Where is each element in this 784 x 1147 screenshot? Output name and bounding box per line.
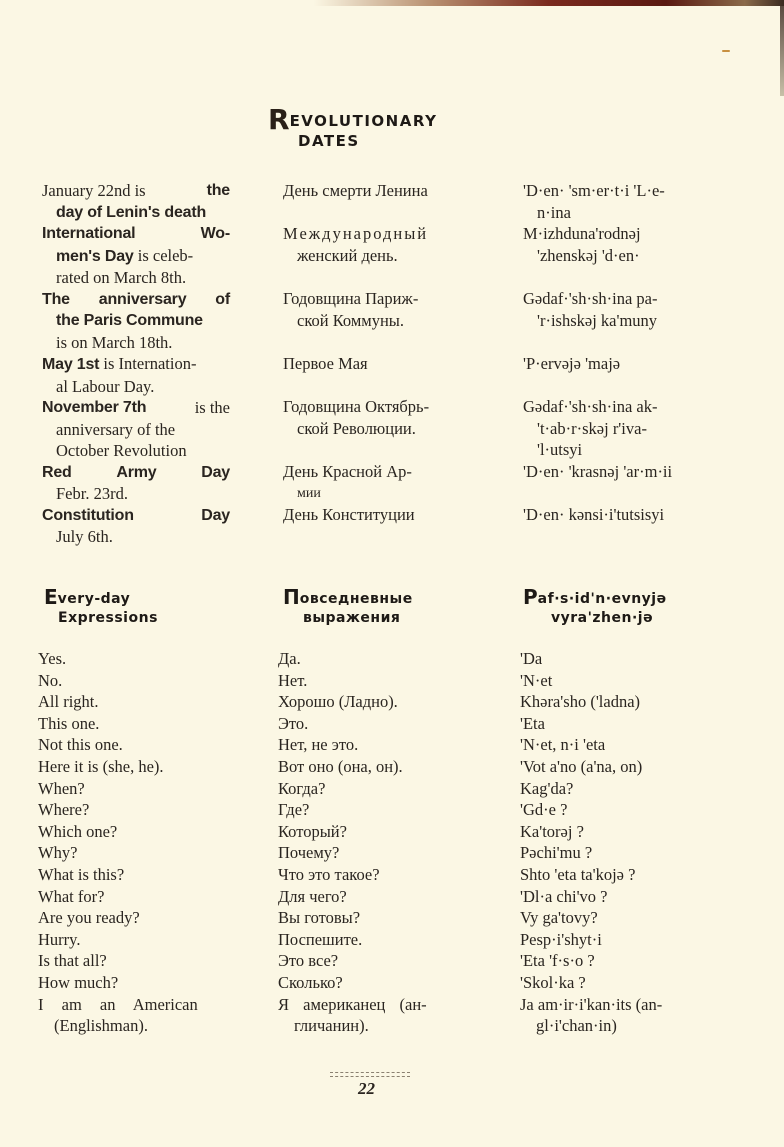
phrase-tr: Pesp·i'shyt·i — [520, 929, 602, 949]
header-everyday-expressions — [44, 585, 158, 628]
phrase-en: Are you ready? — [38, 908, 140, 928]
phrase-en: No. — [38, 670, 63, 690]
page-top-edge — [0, 0, 784, 6]
phrase-ru: Хорошо (Ладно). — [278, 692, 398, 712]
ru-line: ской Революции. — [297, 418, 416, 438]
entry-cont: October Revolution — [56, 441, 187, 460]
phrase-en: How much? — [38, 972, 119, 992]
entry-text: is Internation- — [99, 354, 197, 373]
phrases-transliteration-column — [520, 648, 662, 1037]
phrase-tr: 'N·et — [520, 670, 553, 690]
phrase-ru: Который? — [278, 821, 347, 841]
phrase-tr: 'Skol·ka ? — [520, 972, 586, 992]
entry-cont: is on March 18th. — [56, 332, 173, 352]
phrase-tr: Ka'torəj ? — [520, 821, 584, 841]
phrase-ru: Вы готовы? — [278, 908, 361, 928]
phrase-en: All right. — [38, 692, 99, 712]
entry-cont: rated on March 8th. — [56, 268, 187, 287]
phrase-ru: Сколько? — [278, 972, 343, 992]
phrase-ru: гличанин). — [294, 1016, 369, 1036]
tr-line: 'D·en· 'sm·er·t·i 'L·e- — [523, 181, 665, 200]
phrase-en: When? — [38, 778, 85, 798]
phrase-en: What is this? — [38, 864, 125, 884]
phrase-tr: Vy ga'tovy? — [520, 908, 598, 928]
header-line1: very-day — [57, 591, 131, 607]
phrases-english-column — [38, 648, 198, 1037]
phrase-ru: Для чего? — [278, 886, 347, 906]
header-russian-expressions — [283, 585, 413, 628]
tr-line: n·ina — [537, 202, 571, 222]
title-initial: R — [268, 103, 290, 136]
entry-bold: May 1st — [42, 356, 100, 373]
tr-line: 'P·ervəjə 'majə — [523, 354, 621, 373]
ru-date-entry — [283, 504, 471, 526]
tr-date-entry — [523, 353, 713, 396]
tr-date-entry — [523, 396, 713, 461]
tr-line: Gədaf·'sh·sh·ina ak- — [523, 397, 658, 416]
entry-cont: day of Lenin's death — [56, 203, 207, 221]
date-entry-constitution-day: Constitution Day July 6th. — [42, 506, 230, 546]
date-entry-red-army-day: Red Army Day Febr. 23rd. — [42, 463, 230, 503]
phrase-en: Yes. — [38, 649, 67, 668]
date-entry-may-day — [42, 353, 230, 397]
header-initial: E — [44, 585, 58, 609]
entry-bold: men's Day — [56, 247, 134, 265]
header-line2: vyra'zhen·jə — [551, 610, 654, 626]
dates-english-column — [42, 180, 230, 548]
entry-cont: al Labour Day. — [56, 376, 155, 396]
phrase-ru: Да. — [278, 649, 301, 668]
phrase-tr: Khəra'sho ('ladna) — [520, 692, 641, 712]
header-transliteration-expressions — [523, 585, 667, 628]
phrase-tr: 'Da — [520, 649, 543, 668]
section-title-revolutionary-dates — [268, 103, 438, 151]
ru-date-entry — [283, 180, 471, 223]
phrase-tr: 'Gd·e ? — [520, 800, 568, 820]
phrase-en: Which one? — [38, 821, 118, 841]
ru-line: Первое Мая — [283, 354, 368, 373]
ru-date-entry — [283, 353, 471, 396]
ru-line: Годовщина Париж- — [283, 289, 419, 308]
header-line1: овседневные — [299, 591, 413, 607]
phrase-tr: Kag'da? — [520, 778, 574, 798]
ru-line: Международный — [283, 224, 429, 243]
ru-line: мии — [297, 485, 321, 501]
ru-line: ской Коммуны. — [297, 310, 405, 330]
phrase-tr: gl·i'chan·in) — [536, 1016, 617, 1036]
phrase-tr: Shto 'eta ta'kojə ? — [520, 864, 636, 884]
phrase-en: Not this one. — [38, 735, 123, 755]
phrase-ru: Поспешите. — [278, 929, 363, 949]
entry-bold: November 7th — [42, 399, 147, 416]
ru-line: День Конституции — [283, 505, 415, 524]
phrase-tr: 'Eta — [520, 713, 545, 733]
phrase-ru: Где? — [278, 800, 310, 820]
tr-date-entry — [523, 223, 713, 288]
ru-date-entry — [283, 223, 471, 288]
phrase-ru: Это. — [278, 713, 309, 733]
entry-text: is the — [194, 398, 230, 417]
phrase-tr: 'Dl·a chi'vo ? — [520, 886, 608, 906]
phrase-en: I am an American — [38, 994, 198, 1014]
page-right-edge — [780, 6, 784, 96]
tr-line: 't·ab·r·skəj r'iva- — [537, 418, 647, 438]
phrase-ru: Что это такое? — [278, 864, 380, 884]
header-line2: Expressions — [58, 610, 158, 626]
entry-cont: July 6th. — [56, 527, 113, 546]
phrase-en: What for? — [38, 886, 105, 906]
paper-speck — [722, 50, 730, 52]
header-initial: P — [523, 585, 538, 609]
phrase-en: Here it is (she, he). — [38, 756, 164, 776]
tr-date-entry — [523, 288, 713, 353]
tr-date-entry — [523, 504, 713, 526]
phrase-tr: Pəchi'mu ? — [520, 843, 593, 863]
phrase-en: This one. — [38, 713, 100, 733]
phrase-ru: Почему? — [278, 843, 340, 863]
tr-line: 'l·utsyi — [537, 440, 583, 459]
tr-line: 'D·en· kənsi·i'tutsisyi — [523, 505, 665, 524]
entry-cont: the Paris Commune — [56, 312, 203, 329]
date-entry-paris-commune: The anniversary of the Paris Commune is on March 18th. — [42, 290, 230, 352]
title-line2: DATES — [298, 132, 360, 150]
phrase-ru: Вот оно (она, он). — [278, 756, 403, 776]
entry-cont: Febr. 23rd. — [56, 484, 128, 503]
dates-transliteration-column — [523, 180, 713, 526]
tr-line: 'D·en· 'krasnəj 'ar·m·ii — [523, 462, 673, 481]
footer-rule — [330, 1072, 410, 1077]
page-number: 22 — [358, 1079, 375, 1098]
header-line2: выражения — [303, 610, 401, 626]
ru-date-entry — [283, 461, 471, 504]
date-entry-lenin — [42, 180, 230, 223]
entry-text: is celeb- — [133, 245, 194, 265]
phrase-ru: Нет. — [278, 670, 308, 690]
tr-date-entry — [523, 461, 713, 504]
phrase-en: Where? — [38, 800, 90, 820]
tr-line: 'r·ishskəj ka'muny — [537, 310, 658, 330]
ru-date-entry — [283, 396, 471, 461]
header-initial: П — [283, 585, 300, 609]
date-entry-october-revolution — [42, 397, 230, 462]
phrase-tr: 'Vot a'no (a'na, on) — [520, 756, 643, 776]
phrase-tr: 'N·et, n·i 'eta — [520, 735, 606, 755]
date-entry-womens-day: International Wo- men's Day is celeb- rated on March 8th. — [42, 225, 230, 287]
entry-cont: anniversary of the — [56, 419, 176, 439]
phrase-en: (Englishman). — [54, 1016, 148, 1036]
entry-bold: the — [206, 182, 230, 199]
title-line1: EVOLUTIONARY — [289, 112, 438, 130]
ru-line: День смерти Ленина — [283, 181, 428, 200]
ru-line: Годовщина Октябрь- — [283, 397, 430, 416]
phrase-en: Why? — [38, 843, 78, 863]
phrase-ru: Нет, не это. — [278, 735, 359, 755]
phrase-ru: Когда? — [278, 778, 326, 798]
header-line1: af·s·id'n·evnyjə — [537, 591, 667, 607]
phrase-en: Is that all? — [38, 951, 107, 971]
tr-line: 'zhenskəj 'd·en· — [537, 245, 640, 265]
tr-line: M·izhduna'rodnəj — [523, 224, 641, 243]
phrase-tr: Ja am·ir·i'kan·its (an- — [520, 994, 663, 1014]
ru-line: День Красной Ар- — [283, 462, 412, 481]
phrase-tr: 'Eta 'f·s·o ? — [520, 951, 595, 971]
phrases-russian-column — [278, 648, 427, 1037]
dates-russian-column — [283, 180, 471, 526]
phrase-ru: Я американец (ан- — [278, 994, 427, 1014]
tr-line: Gədaf·'sh·sh·ina pa- — [523, 289, 658, 308]
tr-date-entry — [523, 180, 713, 223]
ru-line: женский день. — [297, 245, 398, 265]
entry-text: January 22nd is — [42, 181, 146, 200]
ru-date-entry — [283, 288, 471, 353]
phrase-en: Hurry. — [38, 929, 81, 949]
phrase-ru: Это все? — [278, 951, 339, 971]
